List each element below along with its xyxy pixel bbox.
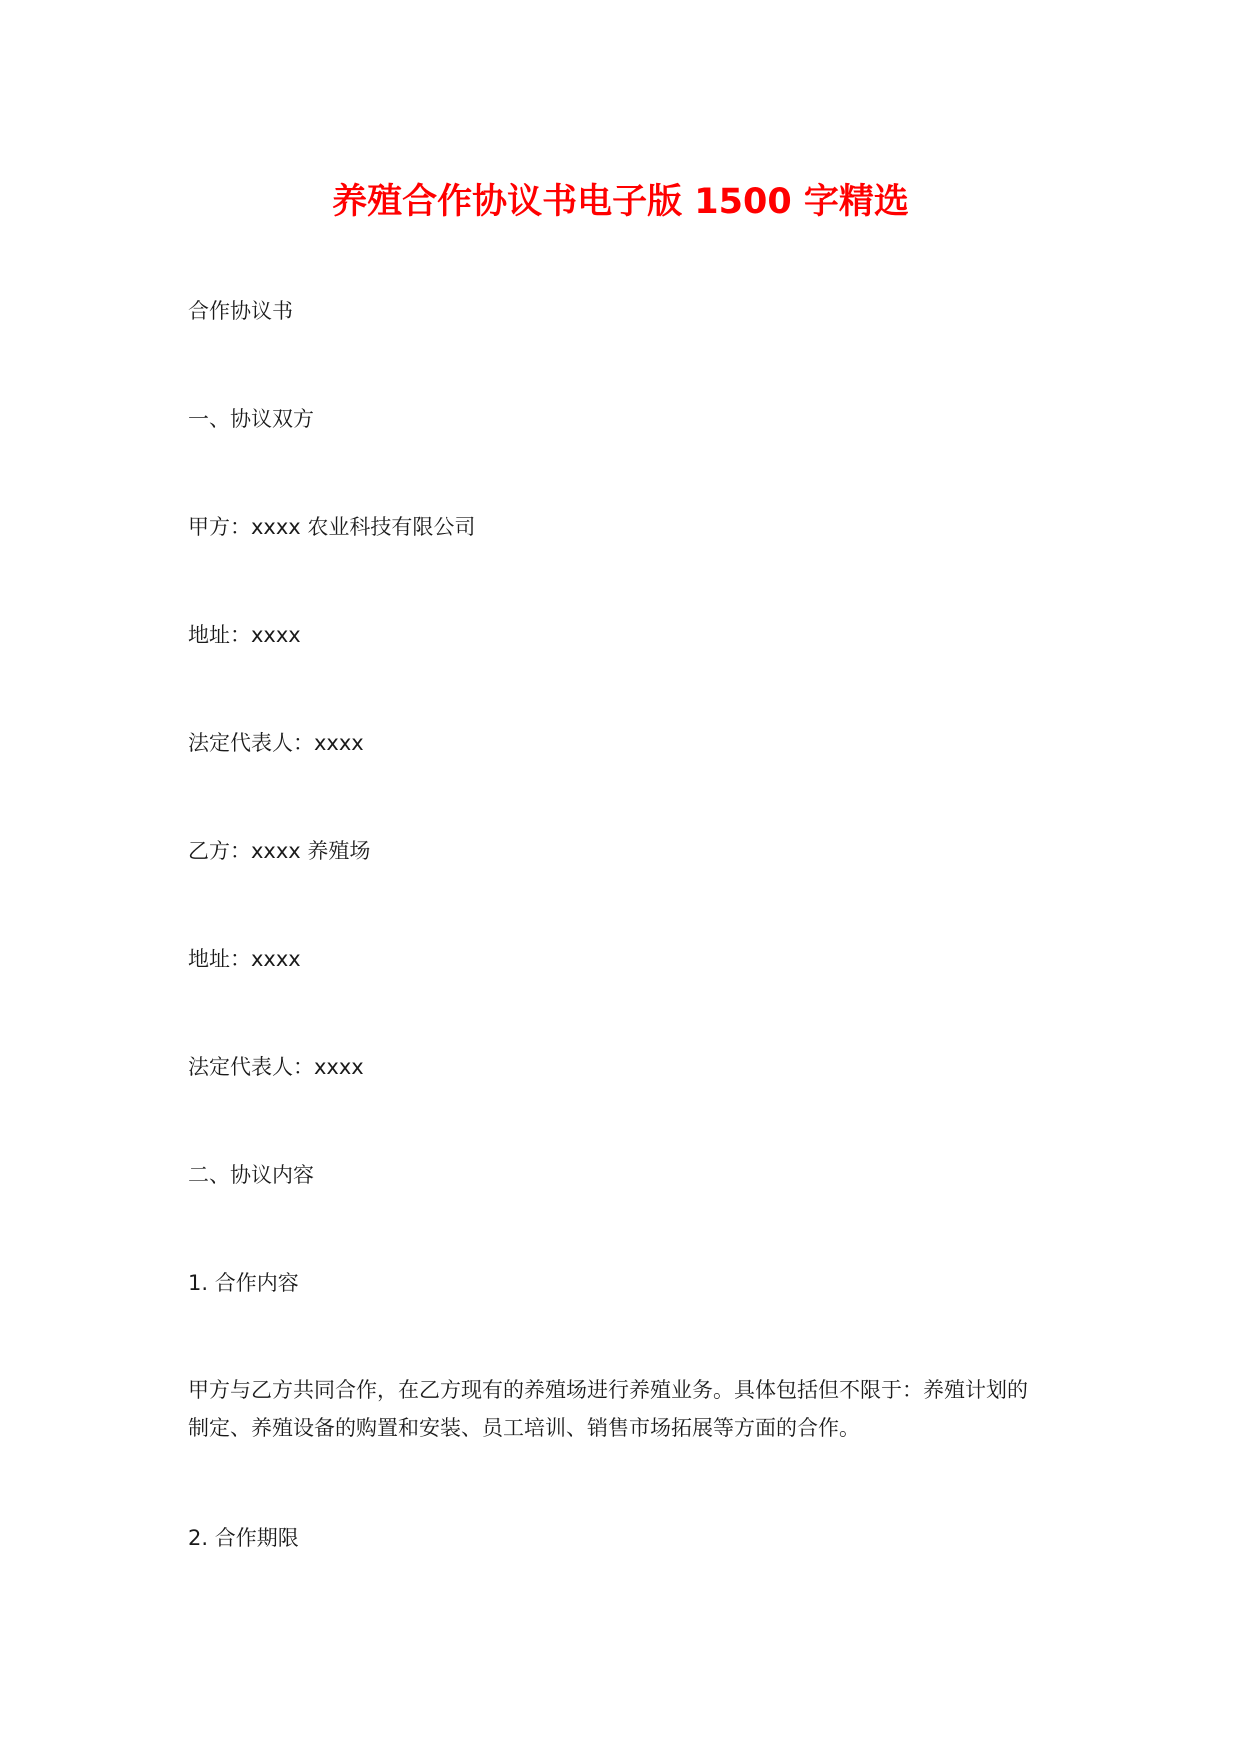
party-b-address: 地址：xxxx (188, 947, 301, 971)
party-b-name: 乙方：xxxx 养殖场 (188, 839, 371, 863)
agreement-heading: 合作协议书 (188, 299, 293, 323)
party-a-representative: 法定代表人：xxxx (188, 731, 364, 755)
party-b-representative: 法定代表人：xxxx (188, 1055, 364, 1079)
section-parties-heading: 一、协议双方 (188, 407, 314, 431)
party-a-name: 甲方：xxxx 农业科技有限公司 (188, 515, 476, 539)
cooperation-content-body: 甲方与乙方共同合作，在乙方现有的养殖场进行养殖业务。具体包括但不限于：养殖计划的制定、养殖设备的购置和安装、员工培训、销售市场拓展等方面的合作。 (188, 1378, 1028, 1440)
cooperation-content-heading: 1. 合作内容 (188, 1271, 299, 1295)
party-a-address: 地址：xxxx (188, 623, 301, 647)
section-content-heading: 二、协议内容 (188, 1163, 314, 1187)
document-title: 养殖合作协议书电子版 1500 字精选 (332, 182, 909, 222)
cooperation-term-heading: 2. 合作期限 (188, 1526, 299, 1550)
